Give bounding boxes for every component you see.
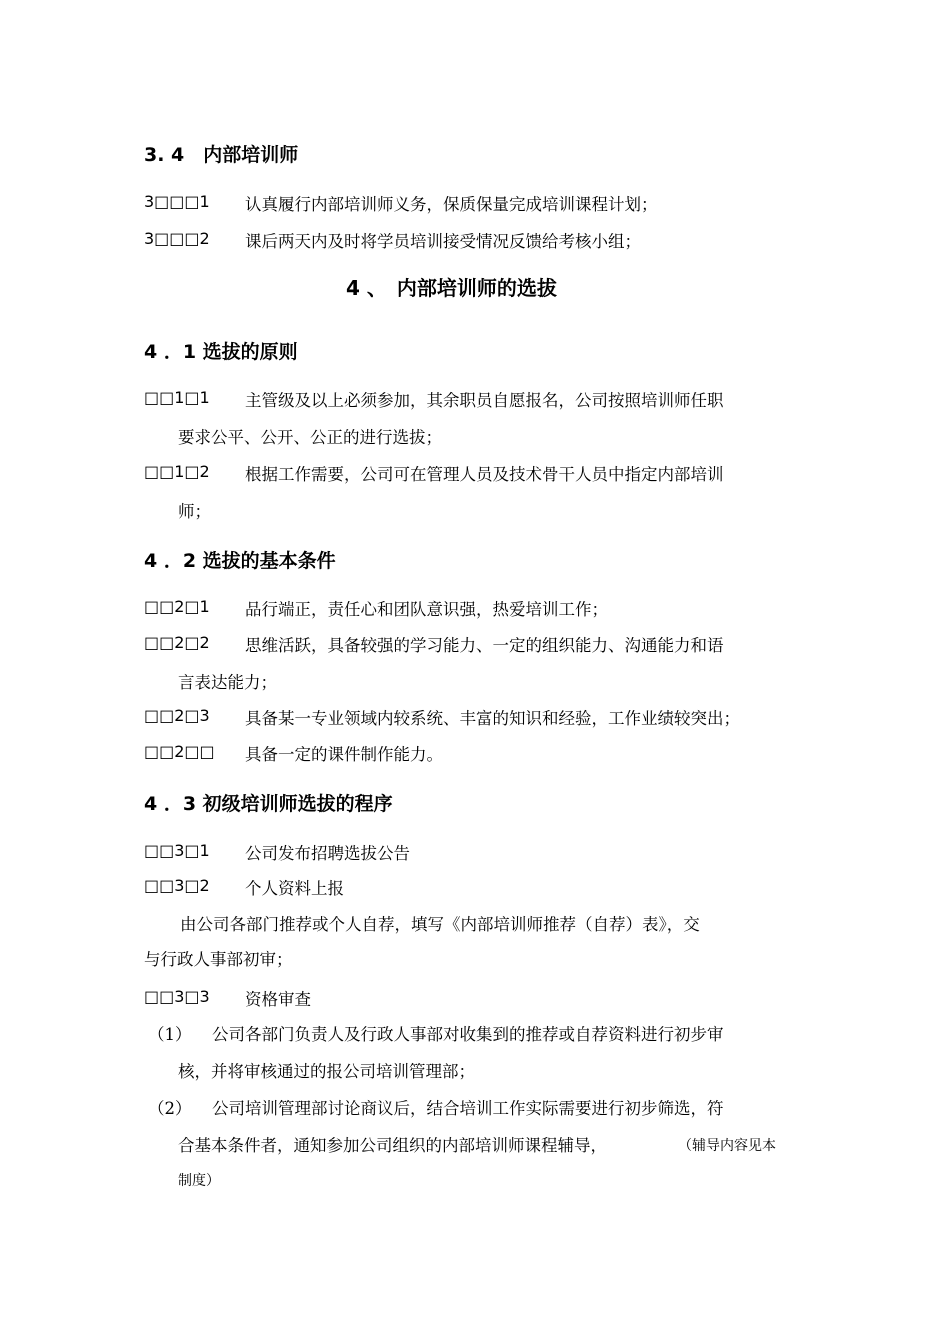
item-text: 认真履行内部培训师义务，保质保量完成培训课程计划； [245, 195, 658, 214]
section-4-3-heading: 4 ．3 初级培训师选拔的程序 [144, 793, 393, 815]
paragraph-line: 由公司各部门推荐或个人自荐，填写《内部培训师推荐（自荐）表》，交 [180, 915, 700, 934]
chapter-4-heading: 4 、 内部培训师的选拔 [346, 276, 557, 300]
item-number: □□2□1 [144, 597, 210, 616]
sub-item-note: 制度） [178, 1173, 220, 1189]
item-number: □□2□2 [144, 633, 210, 652]
item-text: 资格审查 [245, 990, 311, 1009]
item-text-line: 主管级及以上必须参加，其余职员自愿报名，公司按照培训师任职 [245, 391, 724, 410]
item-text-line: 品行端正，责任心和团队意识强，热爱培训工作； [245, 600, 608, 619]
item-number: □□2□□ [144, 742, 215, 761]
item-text: 公司发布招聘选拔公告 [245, 844, 410, 863]
item-number: □□3□3 [144, 987, 210, 1006]
item-text-line: 要求公平、公开、公正的进行选拔； [178, 428, 442, 447]
section-4-2-heading: 4 ．2 选拔的基本条件 [144, 550, 336, 572]
item-number: □□1□1 [144, 388, 210, 407]
sub-item-line: 核，并将审核通过的报公司培训管理部； [178, 1062, 475, 1081]
item-number: □□3□2 [144, 876, 210, 895]
sub-item-note: （辅导内容见本 [678, 1138, 776, 1154]
sub-item-line: 公司培训管理部讨论商议后，结合培训工作实际需要进行初步筛选，符 [212, 1099, 724, 1118]
item-text-line: 根据工作需要，公司可在管理人员及技术骨干人员中指定内部培训 [245, 465, 724, 484]
item-text-line: 具备一定的课件制作能力。 [245, 745, 443, 764]
item-text-line: 师； [178, 502, 211, 521]
item-text-line: 具备某一专业领域内较系统、丰富的知识和经验，工作业绩较突出； [245, 709, 740, 728]
item-number: 3□□□2 [144, 229, 210, 248]
sub-item-line: 公司各部门负责人及行政人事部对收集到的推荐或自荐资料进行初步审 [212, 1025, 724, 1044]
item-number: □□3□1 [144, 841, 210, 860]
item-text-line: 言表达能力； [178, 673, 277, 692]
section-3-4-heading: 3. 4 内部培训师 [144, 144, 299, 166]
item-number: □□2□3 [144, 706, 210, 725]
item-text: 课后两天内及时将学员培训接受情况反馈给考核小组； [245, 232, 641, 251]
item-text: 个人资料上报 [245, 879, 344, 898]
sub-item-line: 合基本条件者，通知参加公司组织的内部培训师课程辅导， [178, 1136, 607, 1155]
item-text-line: 思维活跃，具备较强的学习能力、一定的组织能力、沟通能力和语 [245, 636, 724, 655]
sub-item-marker: （1） [148, 1025, 192, 1044]
paragraph-line: 与行政人事部初审； [144, 950, 293, 969]
section-4-1-heading: 4 ．1 选拔的原则 [144, 341, 298, 363]
item-number: 3□□□1 [144, 192, 210, 211]
item-number: □□1□2 [144, 462, 210, 481]
sub-item-marker: （2） [148, 1099, 192, 1118]
